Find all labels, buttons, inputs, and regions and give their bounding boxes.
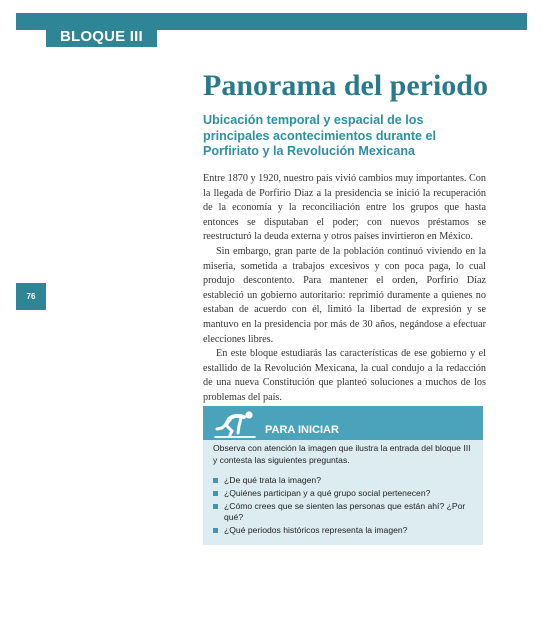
question-text: ¿De qué trata la imagen? — [224, 475, 321, 485]
page-title: Panorama del periodo — [203, 69, 488, 102]
page-subtitle: Ubicación temporal y espacial de los principales acontecimientos durante el Porfiriato y la Revolución Mexicana — [203, 113, 437, 158]
para-iniciar-header — [203, 406, 483, 440]
para-iniciar-intro: Observa con atención la imagen que ilustra la entrada del bloque III y contesta las siguientes preguntas. — [213, 443, 471, 465]
question-text: ¿Quiénes participan y a qué grupo social pertenecen? — [224, 488, 431, 498]
list-item — [213, 501, 477, 523]
bullet-square-icon — [213, 528, 218, 533]
paragraph: Sin embargo, gran parte de la población continuó viviendo en la miseria, sometida a trabajos excesivos y con poca paga, lo cual produjo descontento. Para mantener el orden, Porfirio Díaz estableció un gobierno autoritario: reprimió duramente a quienes no estaban de acuerdo con él, limitó la libertad de expresión y se mantuvo en la presidencia por más de 30 años, negándose a efectuar elecciones libres. — [203, 245, 486, 345]
bullet-square-icon — [213, 491, 218, 496]
runner-starting-block-icon — [213, 409, 257, 439]
question-list — [213, 475, 477, 538]
question-text: ¿Cómo crees que se sienten las personas que están ahí? ¿Por qué? — [224, 501, 466, 522]
list-item — [213, 488, 477, 499]
list-item — [213, 475, 477, 486]
para-iniciar-box — [203, 406, 483, 545]
bloque-label: BLOQUE III — [60, 28, 143, 45]
list-item — [213, 525, 477, 536]
question-text: ¿Qué periodos históricos representa la imagen? — [224, 525, 408, 535]
body-text — [203, 172, 486, 406]
paragraph: En este bloque estudiarás las características de ese gobierno y el estallido de la Revolución Mexicana, la cual condujo a la redacción de una nueva Constitución que planteó soluciones a muchos de los problemas del país. — [203, 348, 486, 403]
bullet-square-icon — [213, 504, 218, 509]
paragraph: Entre 1870 y 1920, nuestro país vivió cambios muy importantes. Con la llegada de Porfirio Díaz a la presidencia se inició la recuperación de la economía y la reconciliación entre los grupos que hasta entonces se disputaban el poder; con nuevos préstamos se reestructuró la deuda externa y otros países invirtieron en México. — [203, 173, 486, 243]
page-number: 76 — [16, 283, 46, 310]
para-iniciar-title: PARA INICIAR — [265, 424, 339, 436]
bullet-square-icon — [213, 478, 218, 483]
